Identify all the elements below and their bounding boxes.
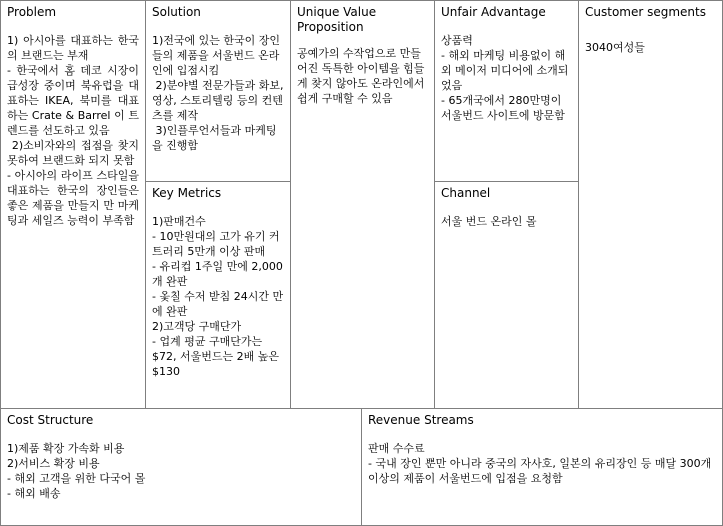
channel-body: 서울 번드 온라인 몰 <box>441 215 537 228</box>
revenue-streams-cell <box>361 408 723 526</box>
channel-cell <box>434 181 579 409</box>
uvp-cell <box>290 0 435 409</box>
problem-title: Problem <box>7 5 57 19</box>
channel-title: Channel <box>441 186 491 200</box>
customer-segments-body: 3040여성들 <box>585 41 645 54</box>
solution-title: Solution <box>152 5 201 19</box>
revenue-streams-title: Revenue Streams <box>368 413 474 427</box>
cost-structure-body: 1)제품 확장 가속화 비용 2)서비스 확장 비용 - 해외 고객을 위한 다국어 몰 - 해외 배송 <box>7 442 146 500</box>
problem-cell <box>0 0 146 409</box>
key-metrics-cell <box>145 181 291 409</box>
cost-structure-title: Cost Structure <box>7 413 94 427</box>
uvp-title: Unique Value Proposition <box>297 5 377 34</box>
unfair-advantage-body: 상품력 - 해외 마케팅 비용없이 해외 메이저 미디어에 소개되었음 - 65개국에서 280만명이 서울번드 사이트에 방문함 <box>441 34 569 122</box>
solution-cell <box>145 0 291 182</box>
unfair-advantage-cell <box>434 0 579 182</box>
problem-body: 1) 아시아를 대표하는 한국의 브랜드는 부재 - 한국에서 홈 데코 시장이 급성장 중이며 북유럽을 대표하는 IKEA, 북미를 대표하는 Crate & Barrel 이 트렌드를 선도하고 있음 2)소비자와의 접점을 찾지 못하여 브랜드화 되지 못함 - 아시아의 라이프 스타일을 대표하는 한국의 장인들은 좋은 제품을 만들지 만 마케팅과 세일즈 능력이 부족함 <box>7 34 140 227</box>
customer-segments-cell <box>578 0 723 409</box>
unfair-advantage-title: Unfair Advantage <box>441 5 546 19</box>
revenue-streams-body: 판매 수수료 - 국내 장인 뿐만 아니라 중국의 자사호, 일본의 유리장인 등 매달 300개 이상의 제품이 서울번드에 입점을 요청함 <box>368 442 712 485</box>
uvp-body: 공예가의 수작업으로 만들어진 독특한 아이템을 힘들게 찾지 않아도 온라인에서 쉽게 구매할 수 있음 <box>297 47 428 105</box>
solution-body: 1)전국에 있는 한국이 장인들의 제품을 서울번드 온라인에 입점시킴 2)분야별 전문가들과 화보, 영상, 스토리텔링 등의 컨텐츠를 제작 3)인플루언서들과 마케팅을 진행함 <box>152 34 284 152</box>
key-metrics-body: 1)판매건수 - 10만원대의 고가 유기 커트러리 5만개 이상 판매 - 유리컵 1주일 만에 2,000개 완판 - 옻칠 수저 받침 24시간 만에 완판 2)고객당 구매단가 - 업계 평균 구매단가는 $72, 서울번드는 2배 높은 $130 <box>152 215 284 378</box>
cost-structure-cell <box>0 408 362 526</box>
customer-segments-title: Customer segments <box>585 5 706 19</box>
key-metrics-title: Key Metrics <box>152 186 222 200</box>
